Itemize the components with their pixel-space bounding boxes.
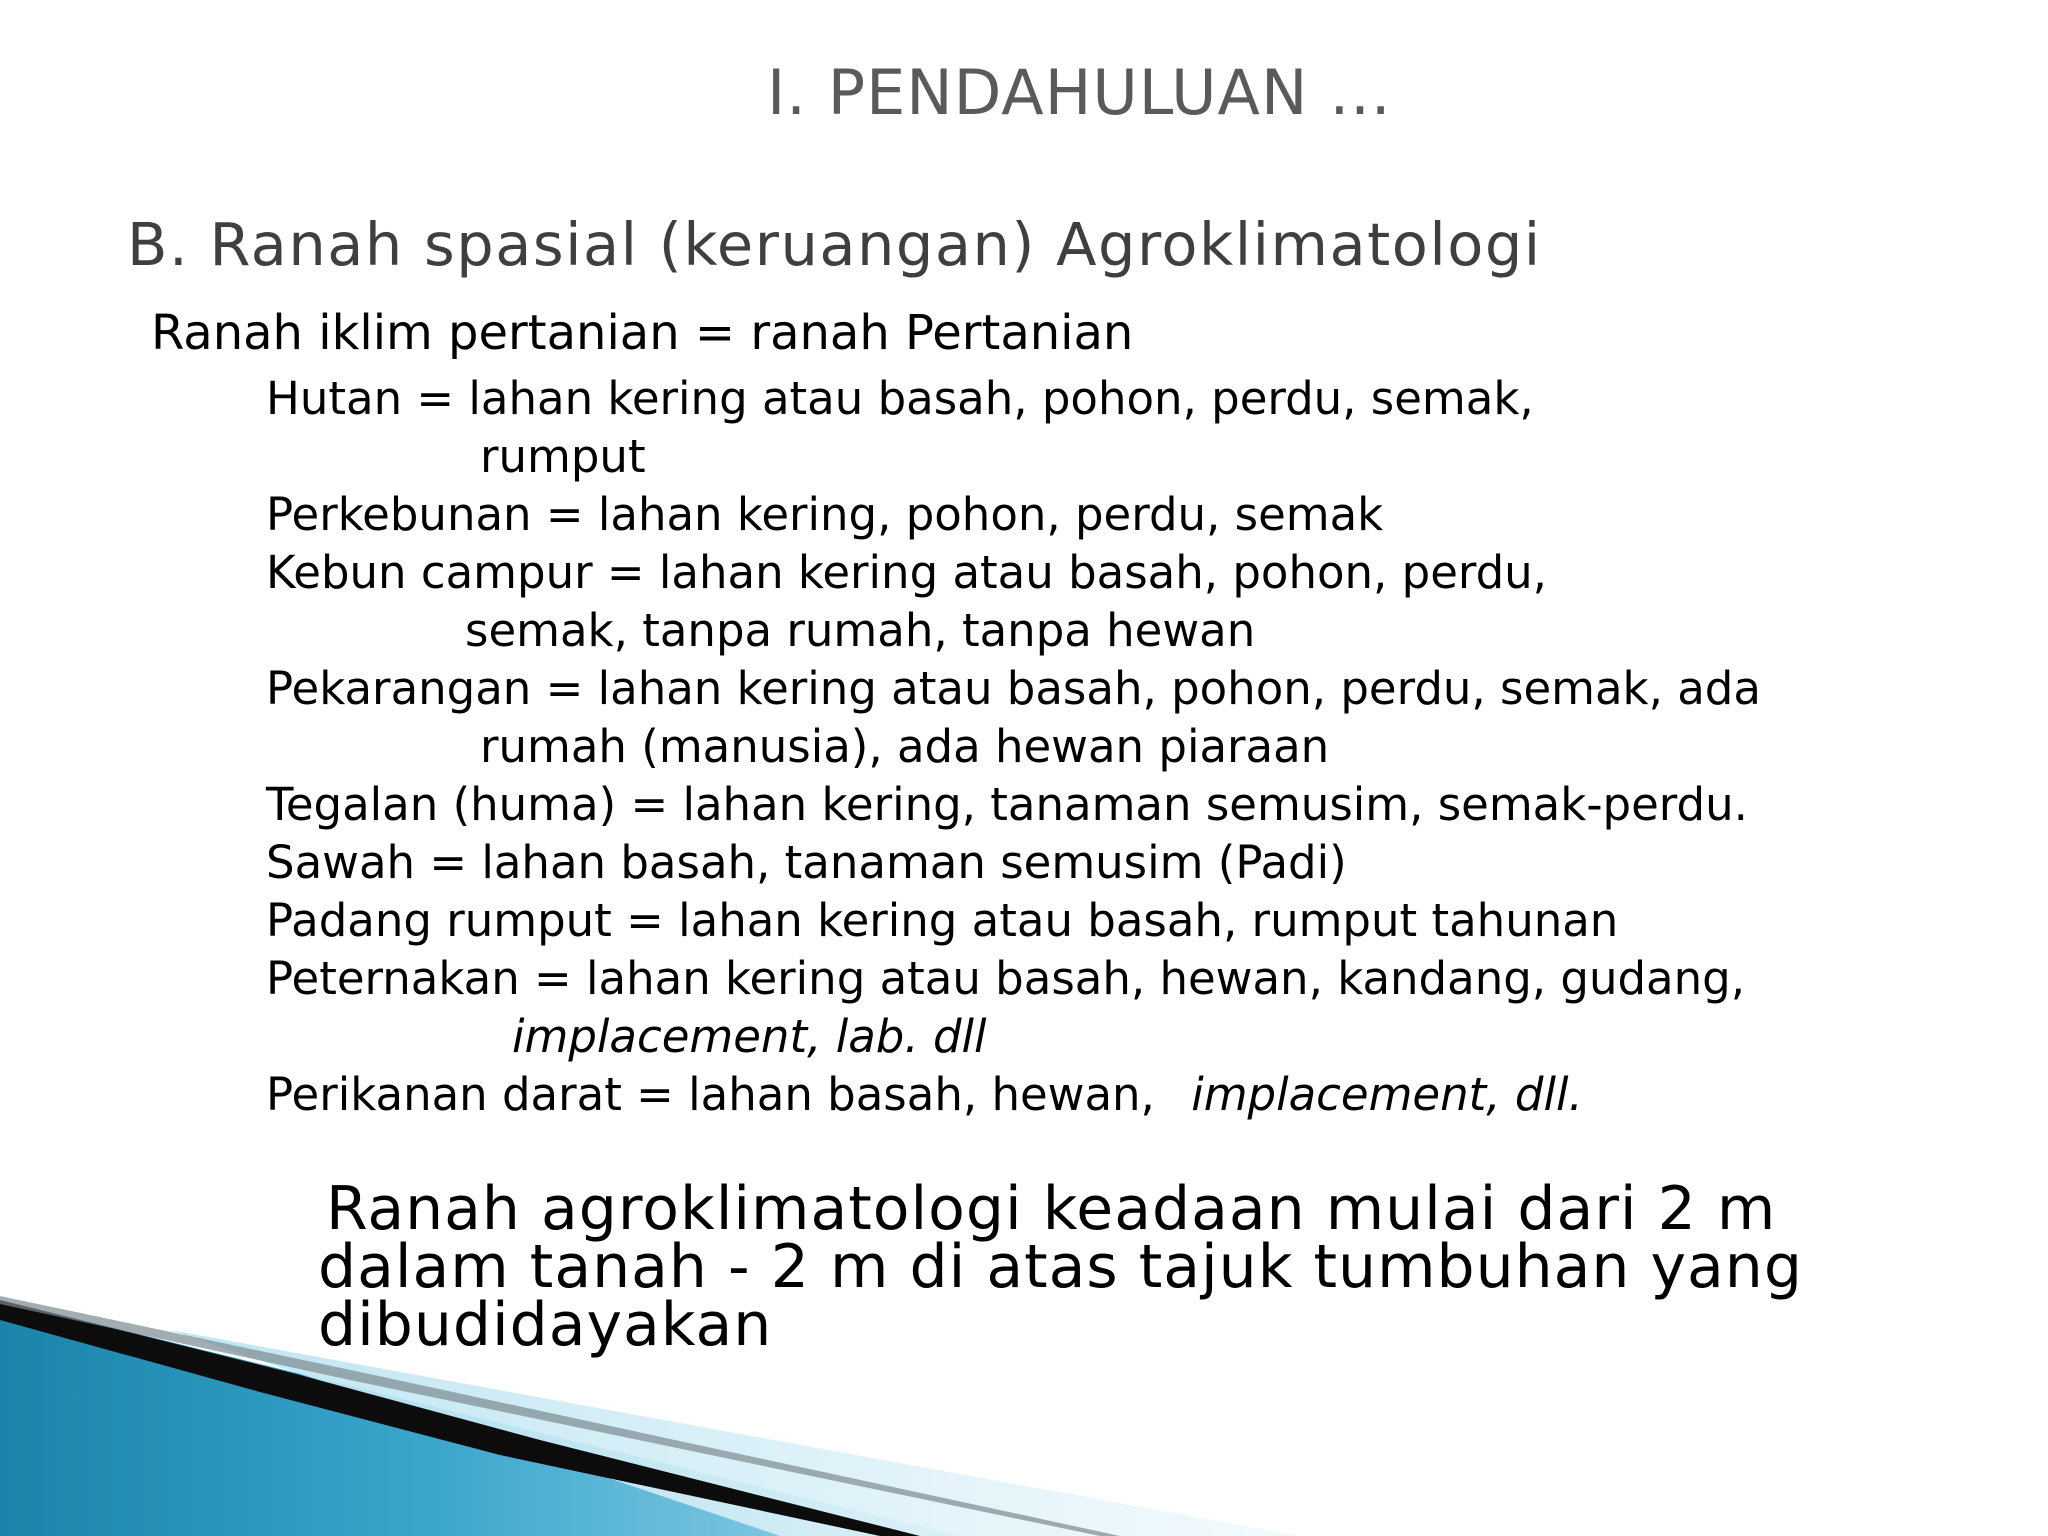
- list-item-hutan-cont: rumput: [480, 430, 646, 483]
- section-heading: B. Ranah spasial (keruangan) Agroklimatologi: [127, 210, 1542, 279]
- list-item-pekarangan-cont: rumah (manusia), ada hewan piaraan: [480, 720, 1330, 773]
- list-item-pekarangan: Pekarangan = lahan kering atau basah, pohon, perdu, semak, ada: [266, 662, 1761, 715]
- summary-line-3: dibudidayakan: [318, 1290, 773, 1360]
- summary-line-1: Ranah agroklimatologi keadaan mulai dari 2 m: [326, 1174, 1777, 1244]
- list-item-sawah: Sawah = lahan basah, tanaman semusim (Padi): [266, 836, 1347, 889]
- list-item-kebun-campur-cont: semak, tanpa rumah, tanpa hewan: [465, 604, 1256, 657]
- list-item-kebun-campur: Kebun campur = lahan kering atau basah, pohon, perdu,: [266, 546, 1547, 599]
- list-item-perikanan-italic: implacement, dll.: [1191, 1068, 1583, 1121]
- list-item-peternakan: Peternakan = lahan kering atau basah, hewan, kandang, gudang,: [266, 952, 1746, 1005]
- list-item-padang-rumput: Padang rumput = lahan kering atau basah, rumput tahunan: [266, 894, 1619, 947]
- summary-paragraph: [318, 1174, 1878, 1360]
- list-item-perikanan: [266, 1068, 1583, 1121]
- list-item-perikanan-text: Perikanan darat = lahan basah, hewan,: [266, 1068, 1155, 1121]
- list-item-peternakan-cont: implacement, lab. dll: [512, 1010, 987, 1063]
- slide-title: I. PENDAHULUAN …: [767, 56, 1393, 129]
- list-item-hutan: Hutan = lahan kering atau basah, pohon, perdu, semak,: [266, 372, 1534, 425]
- list-item-tegalan: Tegalan (huma) = lahan kering, tanaman semusim, semak-perdu.: [266, 778, 1748, 831]
- list-item-perkebunan: Perkebunan = lahan kering, pohon, perdu, semak: [266, 488, 1384, 541]
- intro-line: Ranah iklim pertanian = ranah Pertanian: [151, 305, 1134, 361]
- summary-line-2: dalam tanah - 2 m di atas tajuk tumbuhan yang: [318, 1232, 1803, 1302]
